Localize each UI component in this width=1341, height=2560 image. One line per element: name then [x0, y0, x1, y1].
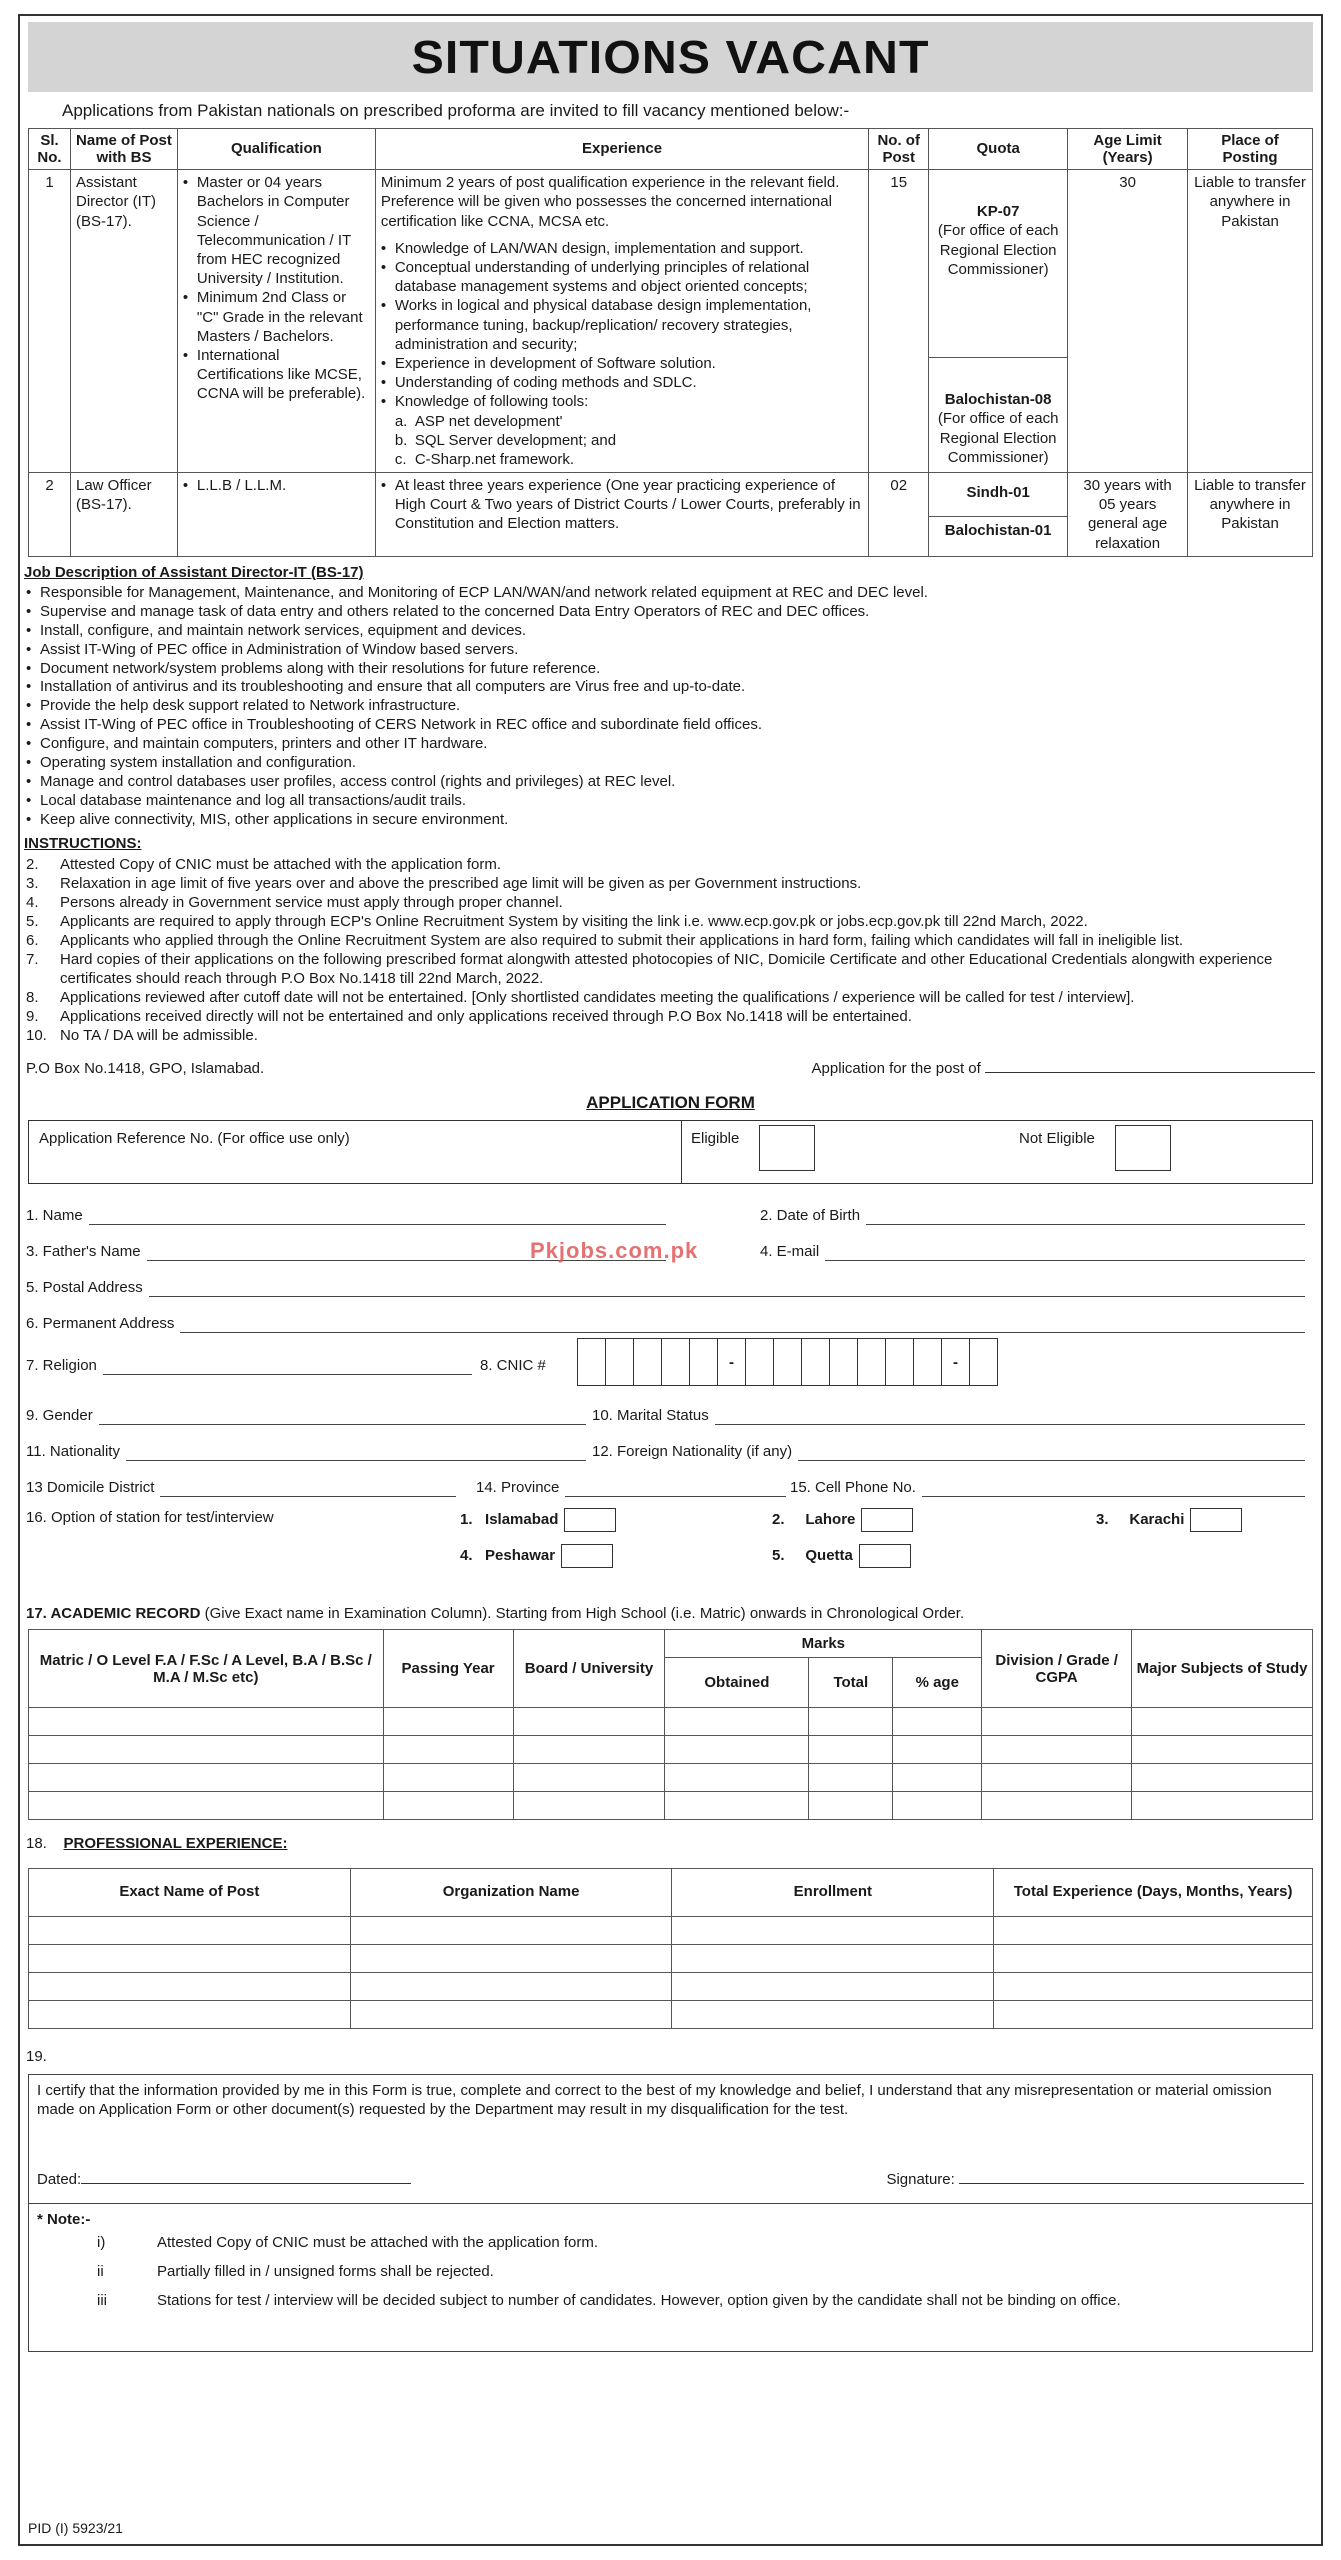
- quetta-checkbox[interactable]: [859, 1544, 911, 1568]
- col-obtained: Obtained: [665, 1658, 809, 1708]
- marital-status-field[interactable]: 10. Marital Status: [592, 1406, 1305, 1425]
- list-item: • Installation of antivirus and its troubleshooting and ensure that all computers are Virus free and up-to-date.: [26, 678, 1321, 697]
- col-age: Age Limit (Years): [1068, 128, 1188, 170]
- col-organization: Organization Name: [350, 1868, 672, 1916]
- quota-kp: KP-07 (For office of each Regional Election Commissioner): [929, 170, 1067, 358]
- qualification-item: • L.L.B / L.L.M.: [183, 476, 370, 495]
- col-quota: Quota: [929, 128, 1068, 170]
- cnic-input-boxes[interactable]: - -: [578, 1338, 998, 1386]
- list-item: i) Attested Copy of CNIC must be attached with the application form.: [97, 2233, 599, 2251]
- intro-text: Applications from Pakistan nationals on prescribed proforma are invited to fill vacancy mentioned below:-: [62, 101, 850, 120]
- list-item: • Assist IT-Wing of PEC office in Administration of Window based servers.: [26, 641, 1321, 660]
- row-no-of-post: 02: [869, 473, 929, 557]
- table-row[interactable]: [29, 1792, 1313, 1820]
- table-row: [29, 473, 1313, 557]
- row-no-of-post: 15: [869, 170, 929, 473]
- po-box-address: P.O Box No.1418, GPO, Islamabad.: [26, 1060, 265, 1078]
- certification-text: I certify that the information provided by me in this Form is true, complete and correct to the best of my knowledge and belief, I understand that any misrepresentation or material omission made on Application Form or other document(s) requested by the Department may result in my disqualification for the test.: [37, 2081, 1272, 2118]
- province-field[interactable]: 14. Province: [476, 1478, 786, 1497]
- station-islamabad[interactable]: 1. Islamabad: [460, 1508, 616, 1532]
- list-item: iii Stations for test / interview will be decided subject to number of candidates. However, option given by the candidate shall not be binding on office.: [97, 2292, 1121, 2310]
- nationality-field[interactable]: 11. Nationality: [26, 1442, 586, 1461]
- pid-footer: PID (I) 5923/21: [28, 2520, 123, 2537]
- col-division: Division / Grade / CGPA: [982, 1630, 1132, 1708]
- col-board: Board / University: [513, 1630, 665, 1708]
- list-item: • Keep alive connectivity, MIS, other applications in secure environment.: [26, 811, 1321, 830]
- row-age: 30: [1068, 170, 1188, 473]
- list-item: • Responsible for Management, Maintenance, and Monitoring of ECP LAN/WAN/and network related equipment at REC and DEC level.: [26, 584, 1321, 603]
- reference-box: [28, 1120, 1313, 1184]
- list-item: 5. Applicants are required to apply through ECP's Online Recruitment System by visiting the link i.e. www.ecp.gov.pk or jobs.ecp.gov.pk till 22nd March, 2022.: [26, 912, 1088, 930]
- professional-experience-table: [28, 1868, 1313, 2029]
- academic-record-table: [28, 1629, 1313, 1820]
- list-item: 10. No TA / DA will be admissible.: [26, 1027, 258, 1045]
- not-eligible-label: Not Eligible: [1019, 1130, 1095, 1148]
- islamabad-checkbox[interactable]: [564, 1508, 616, 1532]
- experience-item: • Works in logical and physical database design implementation, performance tuning, backup/replication/ recovery strategies, administration and security;: [381, 296, 863, 354]
- list-item: • Document network/system problems along with their resolutions for future reference.: [26, 660, 1321, 679]
- postal-address-field[interactable]: 5. Postal Address: [26, 1278, 1305, 1297]
- table-row[interactable]: [29, 1708, 1313, 1736]
- instructions-list: [26, 855, 1321, 1045]
- quota-balochistan: Balochistan-01: [944, 522, 1052, 540]
- permanent-address-field[interactable]: 6. Permanent Address: [26, 1314, 1305, 1333]
- list-item: • Operating system installation and configuration.: [26, 754, 1321, 773]
- table-row[interactable]: [29, 1916, 1313, 1944]
- list-item: • Provide the help desk support related to Network infrastructure.: [26, 697, 1321, 716]
- row-qualification: [177, 170, 375, 473]
- row-place: Liable to transfer anywhere in Pakistan: [1188, 170, 1313, 473]
- station-quetta[interactable]: 5. Quetta: [772, 1544, 911, 1568]
- table-header-row: [29, 1630, 1313, 1658]
- application-for-post: Application for the post of: [812, 1059, 1315, 1078]
- table-header-row: [29, 128, 1313, 170]
- col-no-of-post: No. of Post: [869, 128, 929, 170]
- gender-field[interactable]: 9. Gender: [26, 1406, 586, 1425]
- list-item: • Assist IT-Wing of PEC office in Troubleshooting of CERS Network in REC office and subordinate field offices.: [26, 716, 1321, 735]
- address-line: [26, 1059, 1315, 1078]
- table-row: [29, 170, 1313, 473]
- qualification-item: • International Certifications like MCSE, CCNA will be preferable).: [183, 346, 370, 404]
- col-experience: Experience: [375, 128, 868, 170]
- lahore-checkbox[interactable]: [861, 1508, 913, 1532]
- experience-item: • Experience in development of Software solution.: [381, 354, 863, 373]
- foreign-nationality-field[interactable]: 12. Foreign Nationality (if any): [592, 1442, 1305, 1461]
- dated-field[interactable]: Dated:: [37, 2170, 411, 2189]
- title-banner: [28, 22, 1313, 92]
- list-item: 8. Applications reviewed after cutoff date will not be entertained. [Only shortlisted candidates meeting the qualifications / experience will be called for test / interview].: [26, 989, 1135, 1007]
- domicile-field[interactable]: 13 Domicile District: [26, 1478, 456, 1497]
- signature-field[interactable]: Signature:: [886, 2170, 1304, 2189]
- col-percentage: % age: [893, 1658, 982, 1708]
- reference-divider: [681, 1121, 682, 1183]
- note-title: * Note:-: [37, 2210, 91, 2228]
- quota-balochistan: Balochistan-08 (For office of each Regional Election Commissioner): [937, 391, 1059, 466]
- row-quota: [929, 473, 1068, 557]
- email-field[interactable]: 4. E-mail: [760, 1242, 1305, 1261]
- tool-item: c. C-Sharp.net framework.: [394, 450, 575, 468]
- experience-item: • Understanding of coding methods and SDLC.: [381, 373, 863, 392]
- item-19-label: 19.: [26, 2047, 47, 2065]
- table-header-row: [29, 1868, 1313, 1916]
- table-row[interactable]: [29, 1944, 1313, 1972]
- row-age: 30 years with 05 years general age relaxation: [1068, 473, 1188, 557]
- post-name-input[interactable]: [985, 1059, 1315, 1073]
- note-box: [28, 2204, 1313, 2352]
- col-exam: Matric / O Level F.A / F.Sc / A Level, B.A / B.Sc / M.A / M.Sc etc): [29, 1630, 384, 1708]
- watermark: Pkjobs.com.pk: [530, 1238, 699, 1263]
- list-item: • Local database maintenance and log all transactions/audit trails.: [26, 792, 1321, 811]
- row-quota: [929, 170, 1068, 473]
- eligible-checkbox[interactable]: [759, 1125, 815, 1171]
- col-total: Total: [809, 1658, 893, 1708]
- dob-field[interactable]: 2. Date of Birth: [760, 1206, 1305, 1225]
- page-title: SITUATIONS VACANT: [411, 30, 930, 83]
- karachi-checkbox[interactable]: [1190, 1508, 1242, 1532]
- father-name-field[interactable]: 3. Father's Name: [26, 1242, 666, 1261]
- col-enrollment: Enrollment: [672, 1868, 994, 1916]
- station-label: 16. Option of station for test/interview: [26, 1509, 274, 1527]
- col-post: Name of Post with BS: [70, 128, 177, 170]
- experience-item: • Conceptual understanding of underlying principles of relational database management systems and object oriented concepts;: [381, 258, 863, 296]
- advertisement-page: [18, 14, 1323, 2546]
- list-item: • Install, configure, and maintain network services, equipment and devices.: [26, 622, 1321, 641]
- qualification-item: • Minimum 2nd Class or "C" Grade in the relevant Masters / Bachelors.: [183, 288, 370, 346]
- list-item: 3. Relaxation in age limit of five years over and above the prescribed age limit will be given as per Government instructions.: [26, 874, 862, 892]
- row-qualification: [177, 473, 375, 557]
- row-sl: 2: [29, 473, 71, 557]
- list-item: 2. Attested Copy of CNIC must be attached with the application form.: [26, 855, 502, 873]
- col-total-experience: Total Experience (Days, Months, Years): [994, 1868, 1313, 1916]
- religion-field[interactable]: 7. Religion: [26, 1356, 472, 1375]
- application-form-title: APPLICATION FORM: [586, 1093, 755, 1113]
- table-row[interactable]: [29, 2000, 1313, 2028]
- professional-heading: 18. PROFESSIONAL EXPERIENCE:: [26, 1835, 288, 1853]
- row-experience: [375, 473, 868, 557]
- row-sl: 1: [29, 170, 71, 473]
- list-item: • Configure, and maintain computers, printers and other IT hardware.: [26, 735, 1321, 754]
- name-field[interactable]: 1. Name: [26, 1206, 666, 1225]
- list-item: 6. Applicants who applied through the Online Recruitment System are also required to submit their applications in hard form, failing which candidates will fall in ineligible list.: [26, 931, 1184, 949]
- cnic-label: 8. CNIC #: [480, 1357, 546, 1375]
- eligible-label: Eligible: [691, 1130, 740, 1148]
- list-item: 4. Persons already in Government service must apply through proper channel.: [26, 893, 563, 911]
- row-post: Law Officer (BS-17).: [70, 473, 177, 557]
- col-post-name: Exact Name of Post: [29, 1868, 351, 1916]
- col-place: Place of Posting: [1188, 128, 1313, 170]
- qualification-item: • Master or 04 years Bachelors in Computer Science / Telecommunication / IT from HEC recognized University / Institution.: [183, 173, 370, 288]
- quota-sindh: Sindh-01: [929, 473, 1067, 517]
- station-karachi[interactable]: 3. Karachi: [1096, 1508, 1242, 1532]
- not-eligible-checkbox[interactable]: [1115, 1125, 1171, 1171]
- reference-label: Application Reference No. (For office use only): [39, 1130, 350, 1148]
- experience-intro: Minimum 2 years of post qualification experience in the relevant field.: [380, 174, 840, 192]
- list-item: • Supervise and manage task of data entry and others related to the concerned Data Entry Operators of REC and DEC offices.: [26, 603, 1321, 622]
- instructions-title: INSTRUCTIONS:: [24, 834, 142, 852]
- job-description-list: [26, 584, 1321, 830]
- cell-phone-field[interactable]: 15. Cell Phone No.: [790, 1478, 1305, 1497]
- table-row[interactable]: [29, 1764, 1313, 1792]
- table-row[interactable]: [29, 1972, 1313, 2000]
- tool-item: b. SQL Server development; and: [394, 431, 617, 449]
- row-post: Assistant Director (IT) (BS-17).: [70, 170, 177, 473]
- experience-item: • At least three years experience (One year practicing experience of High Court & Two years of District Courts / Lower Courts, preferably in Constitution and Election matters.: [381, 476, 863, 534]
- row-place: Liable to transfer anywhere in Pakistan: [1188, 473, 1313, 557]
- row-experience: [375, 170, 868, 473]
- vacancy-table: [28, 128, 1313, 557]
- list-item: 7. Hard copies of their applications on the following prescribed format alongwith attested photocopies of NIC, Domicile Certificate and other Educational Credentials alongwith experience certificates should reach through P.O Box No.1418 till 22nd March, 2022.: [26, 951, 1273, 988]
- tool-item: a. ASP net development': [394, 412, 563, 430]
- station-peshawar[interactable]: 4. Peshawar: [460, 1544, 613, 1568]
- list-item: 9. Applications received directly will not be entertained and only applications received through P.O Box No.1418 will be entertained.: [26, 1008, 912, 1026]
- station-lahore[interactable]: 2. Lahore: [772, 1508, 913, 1532]
- col-marks: Marks: [665, 1630, 982, 1658]
- list-item: ii Partially filled in / unsigned forms shall be rejected.: [97, 2263, 494, 2281]
- job-description-title: Job Description of Assistant Director-IT (BS-17): [24, 563, 364, 581]
- peshawar-checkbox[interactable]: [561, 1544, 613, 1568]
- experience-intro-2: Preference will be given who possesses the concerned international certification like CCNA, MCSA etc.: [380, 193, 832, 230]
- col-sl: Sl. No.: [29, 128, 71, 170]
- table-row[interactable]: [29, 1736, 1313, 1764]
- certification-box: [28, 2074, 1313, 2204]
- list-item: • Manage and control databases user profiles, access control (rights and privileges) at REC level.: [26, 773, 1321, 792]
- academic-record-heading: 17. ACADEMIC RECORD (Give Exact name in Examination Column). Starting from High School (i.e. Matric) onwards in Chronological Order.: [26, 1605, 965, 1623]
- experience-item: • Knowledge of LAN/WAN design, implementation and support.: [381, 239, 863, 258]
- col-passing-year: Passing Year: [383, 1630, 513, 1708]
- col-qualification: Qualification: [177, 128, 375, 170]
- col-major: Major Subjects of Study: [1132, 1630, 1313, 1708]
- experience-item: • Knowledge of following tools:: [381, 392, 863, 411]
